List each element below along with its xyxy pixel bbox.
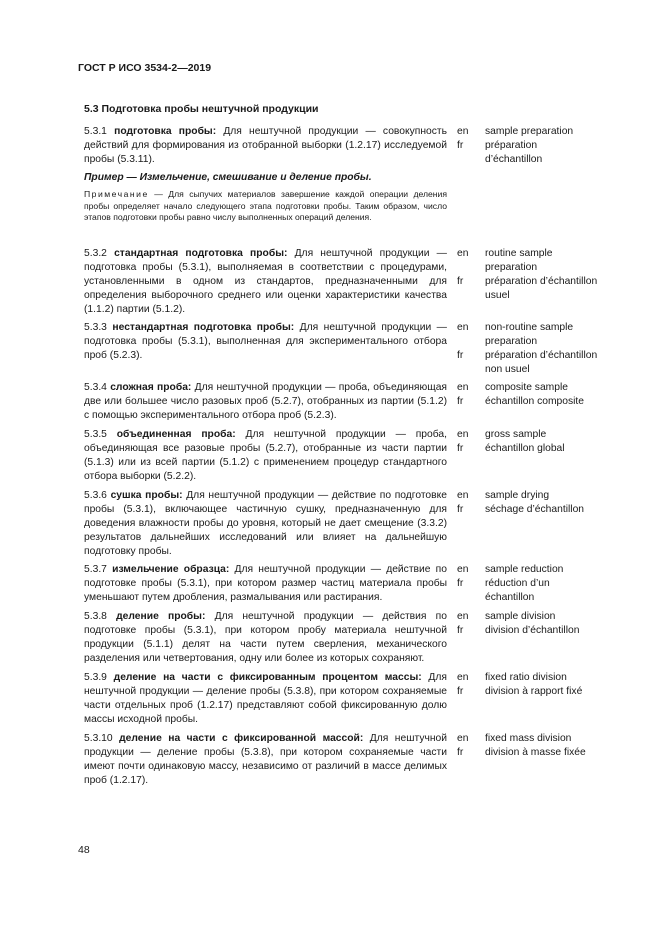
term-en: sample preparation (485, 126, 574, 137)
term-name: измельчение образца: (112, 564, 230, 575)
term-name: деление на части с фиксированным процентом массы: (113, 672, 422, 683)
term-definition: Для нештучной продукции — проба, объединяющая две или большее число разовых проб (5.2.7), отобранных из партии (5.1.2) с помощью экспериментального отбора проб (5.2.3). (84, 382, 447, 421)
entry-number: 5.3.4 (84, 382, 107, 393)
translations (485, 321, 605, 377)
translations (485, 381, 584, 409)
translations (485, 732, 586, 760)
term-fr: préparation d’échantillon (485, 140, 543, 165)
definition-text (84, 381, 447, 423)
term-definition: Для нештучной продукции — деление пробы (5.3.8), при котором сохраняемые части отдельных проб (1.2.17) представляют собой фиксированную долю массы исходной пробы. (84, 672, 447, 725)
term-en: sample drying (485, 490, 550, 501)
definition-text (84, 428, 447, 484)
section-title: 5.3 Подготовка пробы нештучной продукции (84, 103, 319, 115)
translations (485, 610, 579, 638)
term-en: non-routine sample preparation (485, 322, 574, 347)
term-en: composite sample (485, 382, 568, 393)
definition-text (84, 610, 447, 666)
term-fr: séchage d’échantillon (485, 504, 585, 515)
definition-text (84, 125, 447, 167)
term-name: сушка пробы: (110, 490, 183, 501)
definition-text (84, 732, 447, 788)
term-name: нестандартная подготовка пробы: (112, 322, 295, 333)
term-definition: Для нештучной продукции — действия по подготовке пробы (5.3.1), при котором пробу материала нештучной продукции (5.1.1) делят на части путем сверления, механического разделения или четвертования, одну или более из которых сохраняют. (84, 611, 447, 664)
term-definition: Для нештучной продукции — деление пробы (5.3.8), при котором сохраняемые части имеют почти одинаковую массу, независимо от различий в массе делимых проб (1.2.17). (84, 733, 447, 786)
document-header: ГОСТ Р ИСО 3534-2—2019 (78, 62, 212, 74)
lang-labels: en fr (457, 126, 469, 151)
translations (485, 428, 565, 456)
term-name: стандартная подготовка пробы: (114, 248, 288, 259)
example-text: Пример — Измельчение, смешивание и деление пробы. (84, 172, 372, 183)
term-name: деление пробы: (116, 611, 206, 622)
entry-number: 5.3.3 (84, 322, 107, 333)
entry-number: 5.3.1 (84, 126, 107, 137)
entry-number: 5.3.5 (84, 429, 107, 440)
term-name: сложная проба: (110, 382, 192, 393)
term-en: sample reduction (485, 564, 564, 575)
term-definition: Для нештучной продукции — проба, объединяющая все разовые пробы (5.2.7), отобранные из части партии (5.1.3) или из всей партии (5.1.2) с применением процедур стандартного отбора выборки (5.2.2). (84, 429, 447, 482)
lang-labels: en fr (457, 322, 469, 361)
page-number: 48 (78, 844, 90, 856)
definition-text (84, 247, 447, 317)
lang-labels: en fr (457, 733, 469, 758)
definition-text (84, 489, 447, 559)
entry-number: 5.3.8 (84, 611, 107, 622)
entry-number: 5.3.2 (84, 248, 107, 259)
term-fr: préparation d’échantillon non usuel (485, 350, 598, 375)
note-text: — Для сыпучих материалов завершение каждой операции деления пробы определяет начало следующего этапа подготовки пробы. Таким образом, число этапов подготовки пробы равно числу выполненных операций деления. (84, 189, 447, 223)
translations (485, 489, 584, 517)
lang-labels: en fr (457, 564, 469, 589)
lang-labels: en fr (457, 490, 469, 515)
term-definition: Для нештучной продукции — подготовка пробы (5.3.1), выполняемая в соответствии с процедурами, установленными в одном из стандартов, предназначенными для определения выборочного среднего или оценки характеристики качества (1.1.2) партии (5.1.2). (84, 248, 447, 315)
term-definition: Для нештучной продукции — действие по подготовке пробы (5.3.1), включающее частичную сушку, предназначенную для доведения влажности пробы до уровня, который не дает смещение (3.3.2) результатов дальнейших исследований или влияет на дальнейшую подготовку пробы. (84, 490, 447, 557)
definition-text (84, 671, 447, 727)
term-definition: Для нештучной продукции — действие по подготовке пробы (5.3.1), при котором размер частиц материала пробы уменьшают путем дробления, размалывания или растирания. (84, 564, 447, 603)
lang-labels: en fr (457, 382, 469, 407)
term-name: деление на части с фиксированной массой: (119, 733, 364, 744)
note-label: Примечание (84, 189, 149, 199)
lang-labels: en fr (457, 248, 469, 287)
definition-text (84, 563, 447, 605)
term-name: подготовка пробы: (114, 126, 217, 137)
term-name: объединенная проба: (116, 429, 236, 440)
lang-labels: en fr (457, 429, 469, 454)
lang-labels: en fr (457, 672, 469, 697)
term-fr: échantillon composite (485, 396, 585, 407)
term-definition: Для нештучной продукции — совокупность действий для формирования из отобранной выборки (1.2.17) исследуемой пробы (5.3.11). (84, 126, 447, 165)
term-fr: préparation d’échantillon usuel (485, 276, 598, 301)
term-fr: division à masse fixée (485, 747, 586, 758)
entry-number: 5.3.9 (84, 672, 107, 683)
translations (485, 563, 585, 605)
translations (485, 671, 582, 699)
term-fr: division à rapport fixé (485, 686, 583, 697)
term-en: fixed mass division (485, 733, 572, 744)
entry-number: 5.3.10 (84, 733, 113, 744)
entry-number: 5.3.7 (84, 564, 107, 575)
term-fr: réduction d’un échantillon (485, 578, 550, 603)
entry-number: 5.3.6 (84, 490, 107, 501)
note (84, 189, 447, 224)
term-en: sample division (485, 611, 556, 622)
term-fr: division d’échantillon (485, 625, 580, 636)
term-en: routine sample preparation (485, 248, 553, 273)
term-fr: échantillon global (485, 443, 565, 454)
translations (485, 247, 605, 303)
lang-labels: en fr (457, 611, 469, 636)
term-definition: Для нештучной продукции — подготовка пробы (5.3.1), выполненная для экспериментального отбора проб (5.2.3). (84, 322, 447, 361)
term-en: gross sample (485, 429, 547, 440)
definition-text (84, 321, 447, 363)
term-en: fixed ratio division (485, 672, 567, 683)
translations (485, 125, 593, 167)
